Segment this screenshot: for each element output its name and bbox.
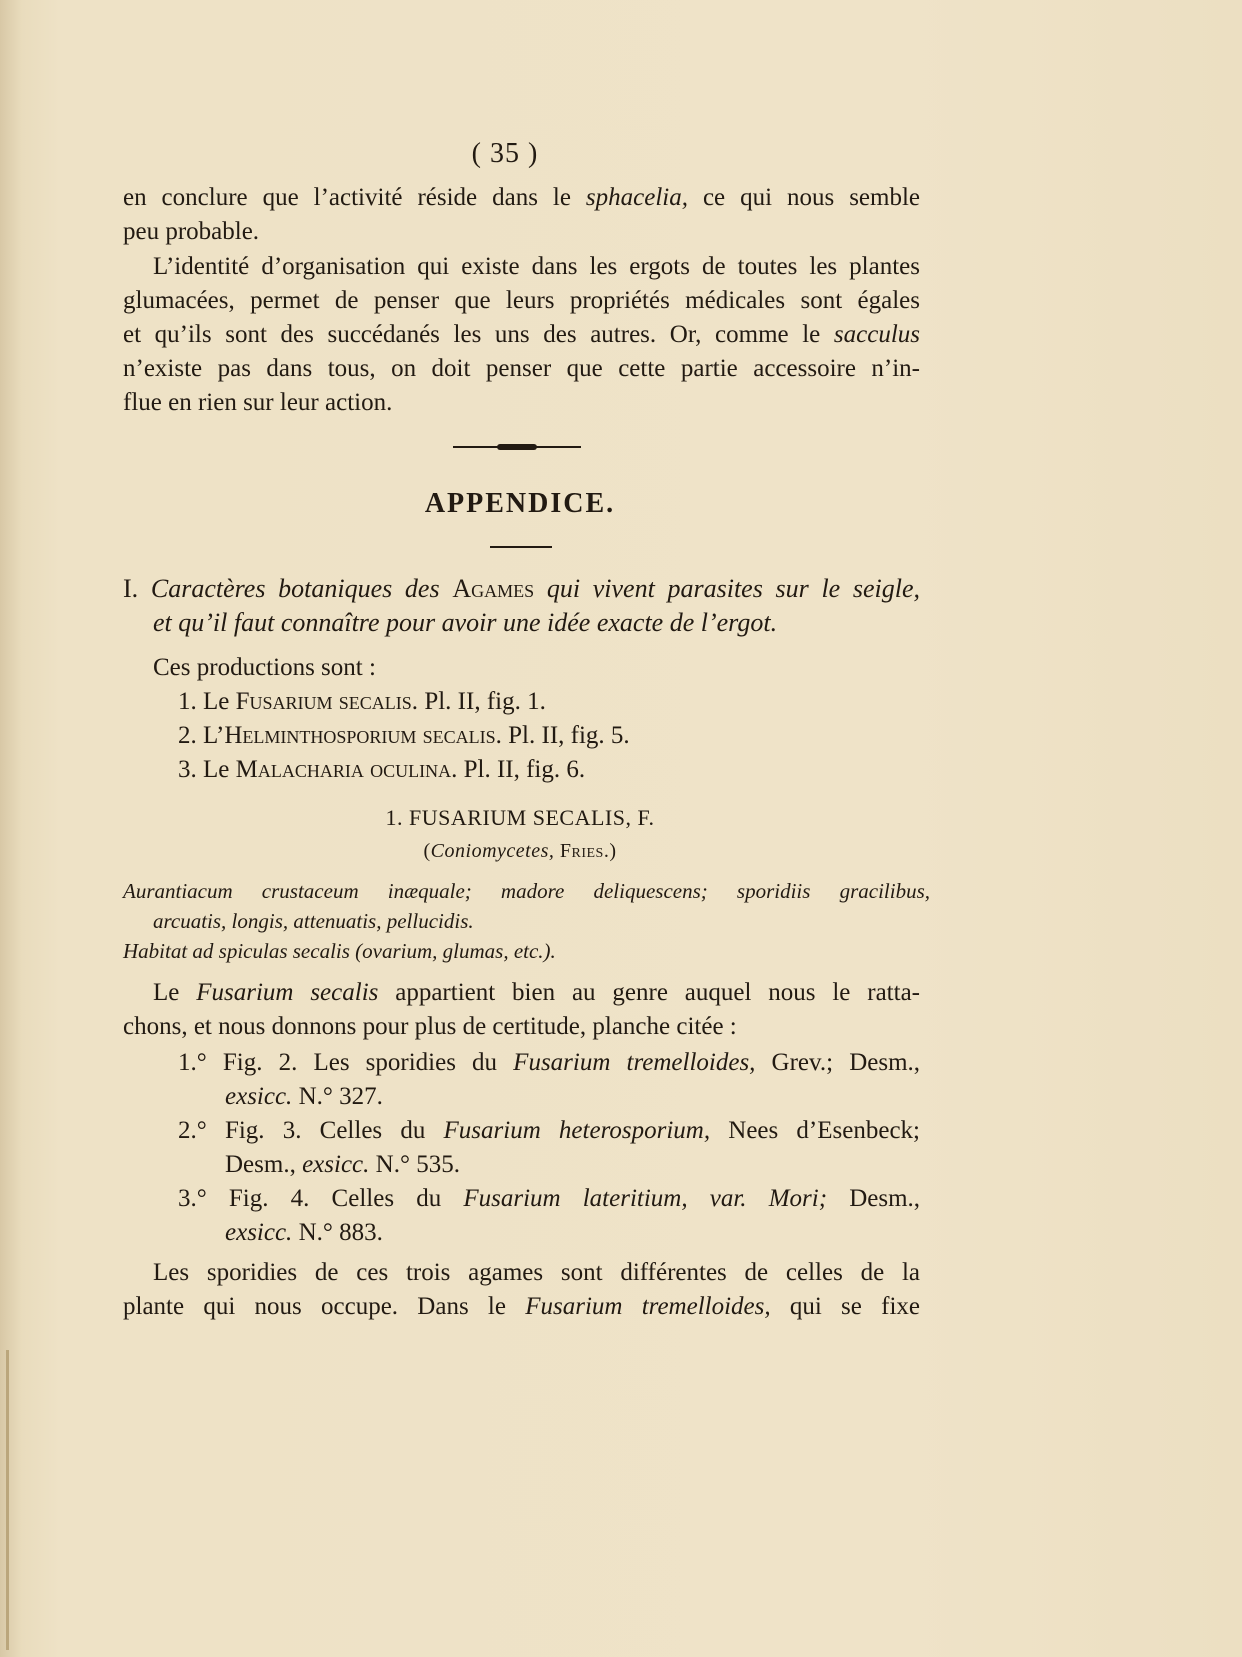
text-line: arcuatis, longis, attenuatis, pellucidis.	[153, 909, 474, 933]
text-line: flue en rien sur leur action.	[123, 389, 393, 416]
fusarium-heading: 1. FUSARIUM SECALIS, F.	[385, 805, 655, 830]
ornamental-rule	[453, 445, 581, 449]
text-line: chons, et nous donnons pour plus de certitude, planche citée :	[123, 1013, 737, 1040]
figure-list	[123, 1046, 920, 1250]
section-I-heading	[123, 572, 920, 640]
text-line: Habitat ad spiculas secalis (ovarium, glumas, etc.).	[123, 939, 556, 963]
appendix-title: APPENDICE.	[424, 488, 616, 519]
text-line: et qu’ils sont des succédanés les uns des autres. Or, comme le sacculus	[123, 321, 921, 348]
list-item: 1. Le Fusarium secalis. Pl. II, fig. 1.	[178, 688, 546, 715]
list-item: 2. L’Helminthosporium secalis. Pl. II, fig. 5.	[178, 722, 630, 749]
page-number: ( 35 )	[471, 138, 539, 169]
paragraph-2	[123, 250, 920, 420]
text-line: et qu’il faut connaître pour avoir une idée exacte de l’ergot.	[153, 608, 778, 637]
latin-diagnosis	[123, 876, 930, 966]
productions-list	[123, 651, 920, 787]
title-underline	[490, 546, 552, 548]
fusarium-classification: (Coniomycetes, Fries.)	[423, 840, 617, 862]
text-line: L’identité d’organisation qui existe dans les ergots de toutes les plantes	[153, 253, 920, 280]
text-line: I. Caractères botaniques des Agames qui vivent parasites sur le seigle,	[123, 574, 921, 603]
paragraph-3	[123, 976, 920, 1044]
text-line: Aurantiacum crustaceum inæquale; madore deliquescens; sporidiis gracilibus,	[123, 879, 930, 903]
text-line: plante qui nous occupe. Dans le Fusarium tremelloides, qui se fixe	[123, 1293, 920, 1320]
page-edge-shadow	[6, 1350, 9, 1650]
list-item-cont: exsicc. N.° 327.	[225, 1083, 383, 1110]
list-item: 2.° Fig. 3. Celles du Fusarium heterosporium, Nees d’Esenbeck;	[178, 1117, 920, 1144]
list-item-cont: Desm., exsicc. N.° 535.	[225, 1151, 460, 1178]
productions-intro: Ces productions sont :	[153, 654, 376, 681]
text-line: n’existe pas dans tous, on doit penser que cette partie accessoire n’in-	[123, 355, 920, 382]
list-item: 3.° Fig. 4. Celles du Fusarium lateritium, var. Mori; Desm.,	[178, 1185, 921, 1212]
list-item-cont: exsicc. N.° 883.	[225, 1219, 383, 1246]
text-line: Les sporidies de ces trois agames sont différentes de celles de la	[153, 1259, 920, 1286]
text-line: en conclure que l’activité réside dans le sphacelia, ce qui nous semble	[123, 184, 921, 211]
text-line: Le Fusarium secalis appartient bien au genre auquel nous le ratta-	[153, 979, 920, 1006]
text-line: peu probable.	[123, 218, 260, 245]
paragraph-4	[123, 1256, 920, 1324]
list-item: 1.° Fig. 2. Les sporidies du Fusarium tremelloides, Grev.; Desm.,	[178, 1049, 921, 1076]
paragraph-1	[123, 181, 920, 249]
text-line: glumacées, permet de penser que leurs propriétés médicales sont égales	[123, 287, 920, 314]
list-item: 3. Le Malacharia oculina. Pl. II, fig. 6.	[178, 756, 586, 783]
